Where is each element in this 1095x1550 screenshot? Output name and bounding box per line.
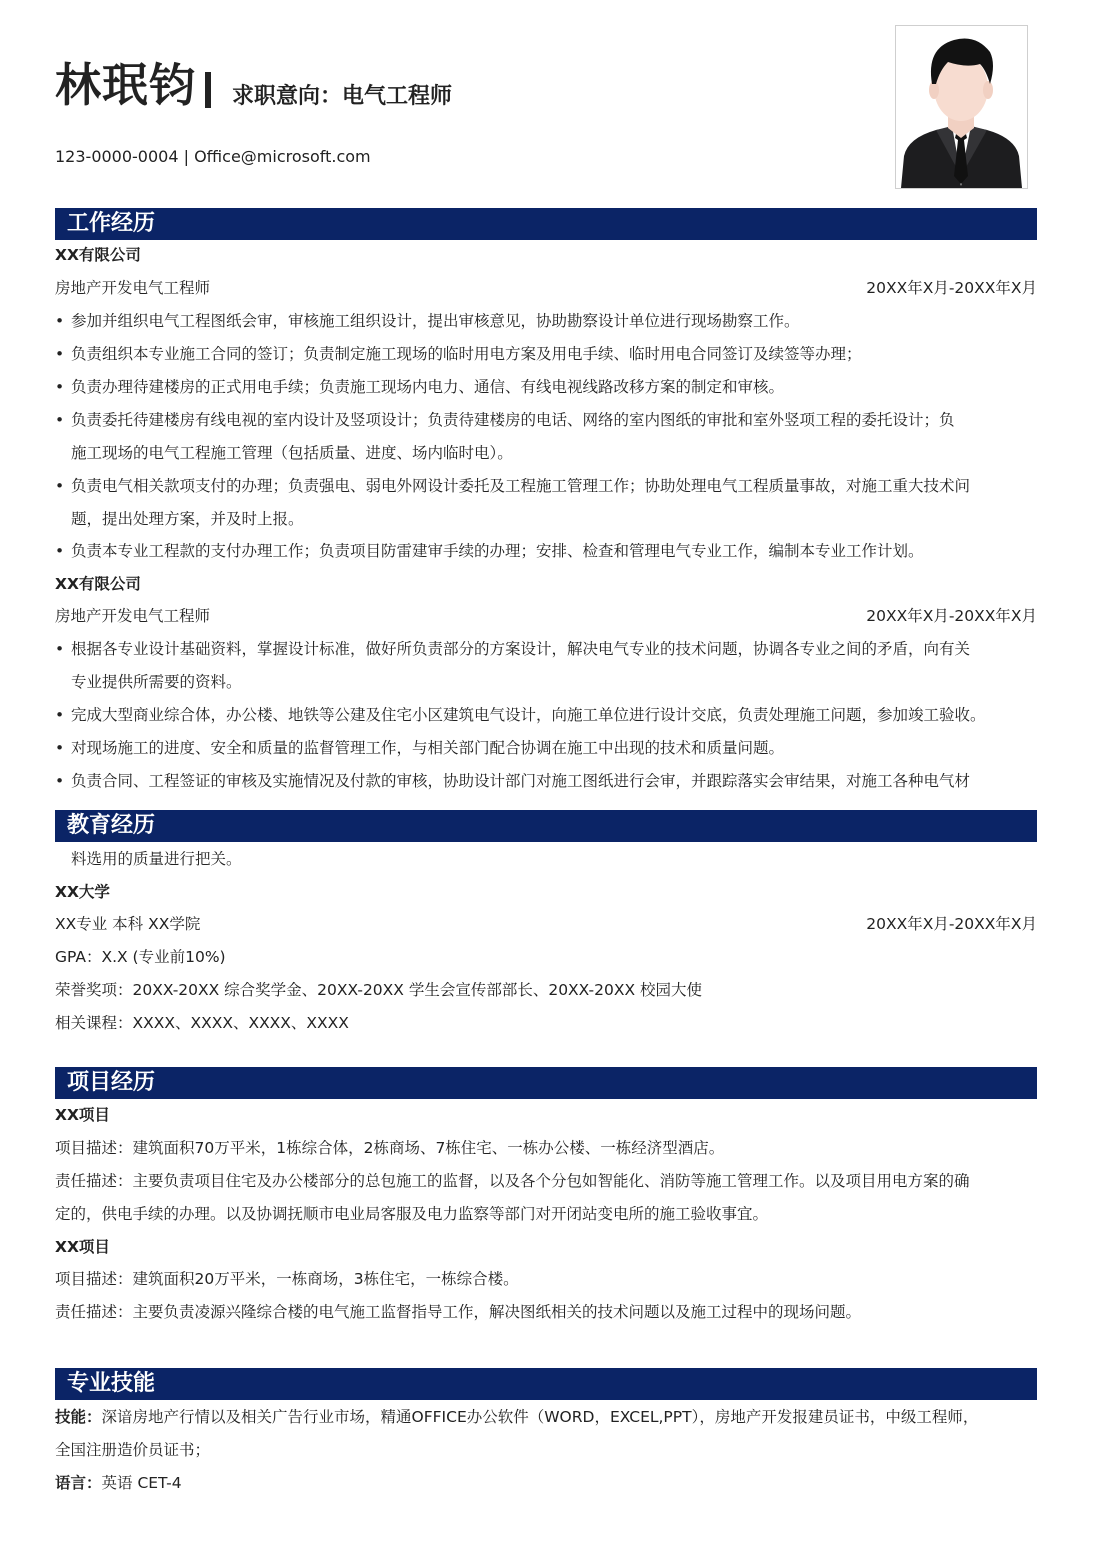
work-bullet: 负责组织本专业施工合同的签订；负责制定施工现场的临时用电方案及用电手续、临时用电合同签订及续签等办理；	[71, 345, 862, 363]
project-desc: 项目描述：建筑面积70万平米，1栋综合体，2栋商场、7栋住宅、一栋办公楼、一栋经济型酒店。	[55, 1139, 725, 1157]
work-bullet: 参加并组织电气工程图纸会审，审核施工组织设计，提出审核意见，协助勘察设计单位进行现场勘察工作。	[71, 312, 800, 330]
project-duty: 责任描述：主要负责项目住宅及办公楼部分的总包施工的监督，以及各个分包如智能化、消防等施工管理工作。以及项目用电方案的确	[55, 1172, 970, 1190]
title-separator	[205, 72, 211, 108]
bullet-dot: •	[55, 477, 65, 495]
job-date: 20XX年X月-20XX年X月	[866, 607, 1037, 625]
work-bullet-cont: 施工现场的电气工程施工管理（包括质量、进度、场内临时电）。	[71, 444, 513, 462]
avatar	[895, 25, 1028, 189]
skills-text-cont: 全国注册造价员证书；	[55, 1441, 211, 1459]
edu-date: 20XX年X月-20XX年X月	[866, 915, 1037, 933]
job-date: 20XX年X月-20XX年X月	[866, 279, 1037, 297]
bullet-dot: •	[55, 739, 65, 757]
gpa: GPA：X.X (专业前10%)	[55, 948, 226, 966]
project-desc: 项目描述：建筑面积20万平米，一栋商场，3栋住宅，一栋综合楼。	[55, 1270, 519, 1288]
company-name: XX有限公司	[55, 246, 141, 264]
project-duty-cont: 定的，供电手续的办理。以及协调抚顺市电业局客服及电力监察等部门对开闭站变电所的施工验收事宜。	[55, 1205, 769, 1223]
work-bullet: 负责委托待建楼房有线电视的室内设计及竖项设计；负责待建楼房的电话、网络的室内图纸的审批和室外竖项工程的委托设计；负	[71, 411, 955, 429]
section-header-education	[55, 810, 1037, 842]
bullet-dot: •	[55, 542, 65, 560]
language-text: 英语 CET-4	[101, 1474, 182, 1492]
job-role: 房地产开发电气工程师	[55, 607, 211, 625]
language-label: 语言：	[55, 1474, 102, 1492]
school-name: XX大学	[55, 883, 110, 901]
section-title-skills: 专业技能	[67, 1371, 156, 1396]
bullet-dot: •	[55, 706, 65, 724]
bullet-dot: •	[55, 772, 65, 790]
section-header-skills	[55, 1368, 1037, 1400]
project-title: XX项目	[55, 1106, 110, 1124]
honors: 荣誉奖项：20XX-20XX 综合奖学金、20XX-20XX 学生会宣传部部长、20XX-20XX 校园大使	[55, 981, 703, 999]
work-bullet: 负责合同、工程签证的审核及实施情况及付款的审核，协助设计部门对施工图纸进行会审，并跟踪落实会审结果，对施工各种电气材	[71, 772, 971, 790]
work-bullet-cont: 题，提出处理方案，并及时上报。	[71, 510, 304, 528]
bullet-dot: •	[55, 345, 65, 363]
work-bullet: 对现场施工的进度、安全和质量的监督管理工作，与相关部门配合协调在施工中出现的技术和质量问题。	[71, 739, 785, 757]
avatar-illustration	[896, 26, 1027, 188]
work-bullet: 负责办理待建楼房的正式用电手续；负责施工现场内电力、通信、有线电视线路改移方案的制定和审核。	[71, 378, 785, 396]
skills-text: 深谙房地产行情以及相关广告行业市场，精通OFFICE办公软件（WORD，EXCEL,PPT），房地产开发报建员证书，中级工程师，	[101, 1408, 979, 1426]
work-bullet: 完成大型商业综合体，办公楼、地铁等公建及住宅小区建筑电气设计，向施工单位进行设计交底，负责处理施工问题，参加竣工验收。	[71, 706, 986, 724]
courses: 相关课程：XXXX、XXXX、XXXX、XXXX	[55, 1014, 349, 1032]
work-bullet-cont: 料选用的质量进行把关。	[71, 850, 242, 868]
section-header-projects	[55, 1067, 1037, 1099]
bullet-dot: •	[55, 411, 65, 429]
company-name: XX有限公司	[55, 575, 141, 593]
section-header-work	[55, 208, 1037, 240]
candidate-name: 林珉钧	[55, 58, 196, 112]
skills-label: 技能：	[55, 1408, 102, 1426]
skills-line	[55, 1407, 978, 1427]
project-title: XX项目	[55, 1238, 110, 1256]
bullet-dot: •	[55, 378, 65, 396]
project-duty: 责任描述：主要负责凌源兴隆综合楼的电气施工监督指导工作，解决图纸相关的技术问题以及施工过程中的现场问题。	[55, 1303, 862, 1321]
job-role: 房地产开发电气工程师	[55, 279, 211, 297]
section-title-work: 工作经历	[67, 211, 156, 236]
language-line	[55, 1473, 182, 1493]
job-intent: 求职意向：电气工程师	[232, 84, 453, 109]
work-bullet: 负责本专业工程款的支付办理工作；负责项目防雷建审手续的办理；安排、检查和管理电气专业工作，编制本专业工作计划。	[71, 542, 924, 560]
bullet-dot: •	[55, 312, 65, 330]
bullet-dot: •	[55, 640, 65, 658]
work-bullet: 负责电气相关款项支付的办理；负责强电、弱电外网设计委托及工程施工管理工作；协助处理电气工程质量事故，对施工重大技术问	[71, 477, 971, 495]
section-title-projects: 项目经历	[67, 1070, 156, 1095]
major-info: XX专业 本科 XX学院	[55, 915, 201, 933]
section-title-education: 教育经历	[67, 813, 156, 838]
work-bullet-cont: 专业提供所需要的资料。	[71, 673, 242, 691]
work-bullet: 根据各专业设计基础资料，掌握设计标准，做好所负责部分的方案设计，解决电气专业的技术问题，协调各专业之间的矛盾，向有关	[71, 640, 971, 658]
contact-info: 123-0000-0004 | Office@microsoft.com	[55, 147, 371, 166]
